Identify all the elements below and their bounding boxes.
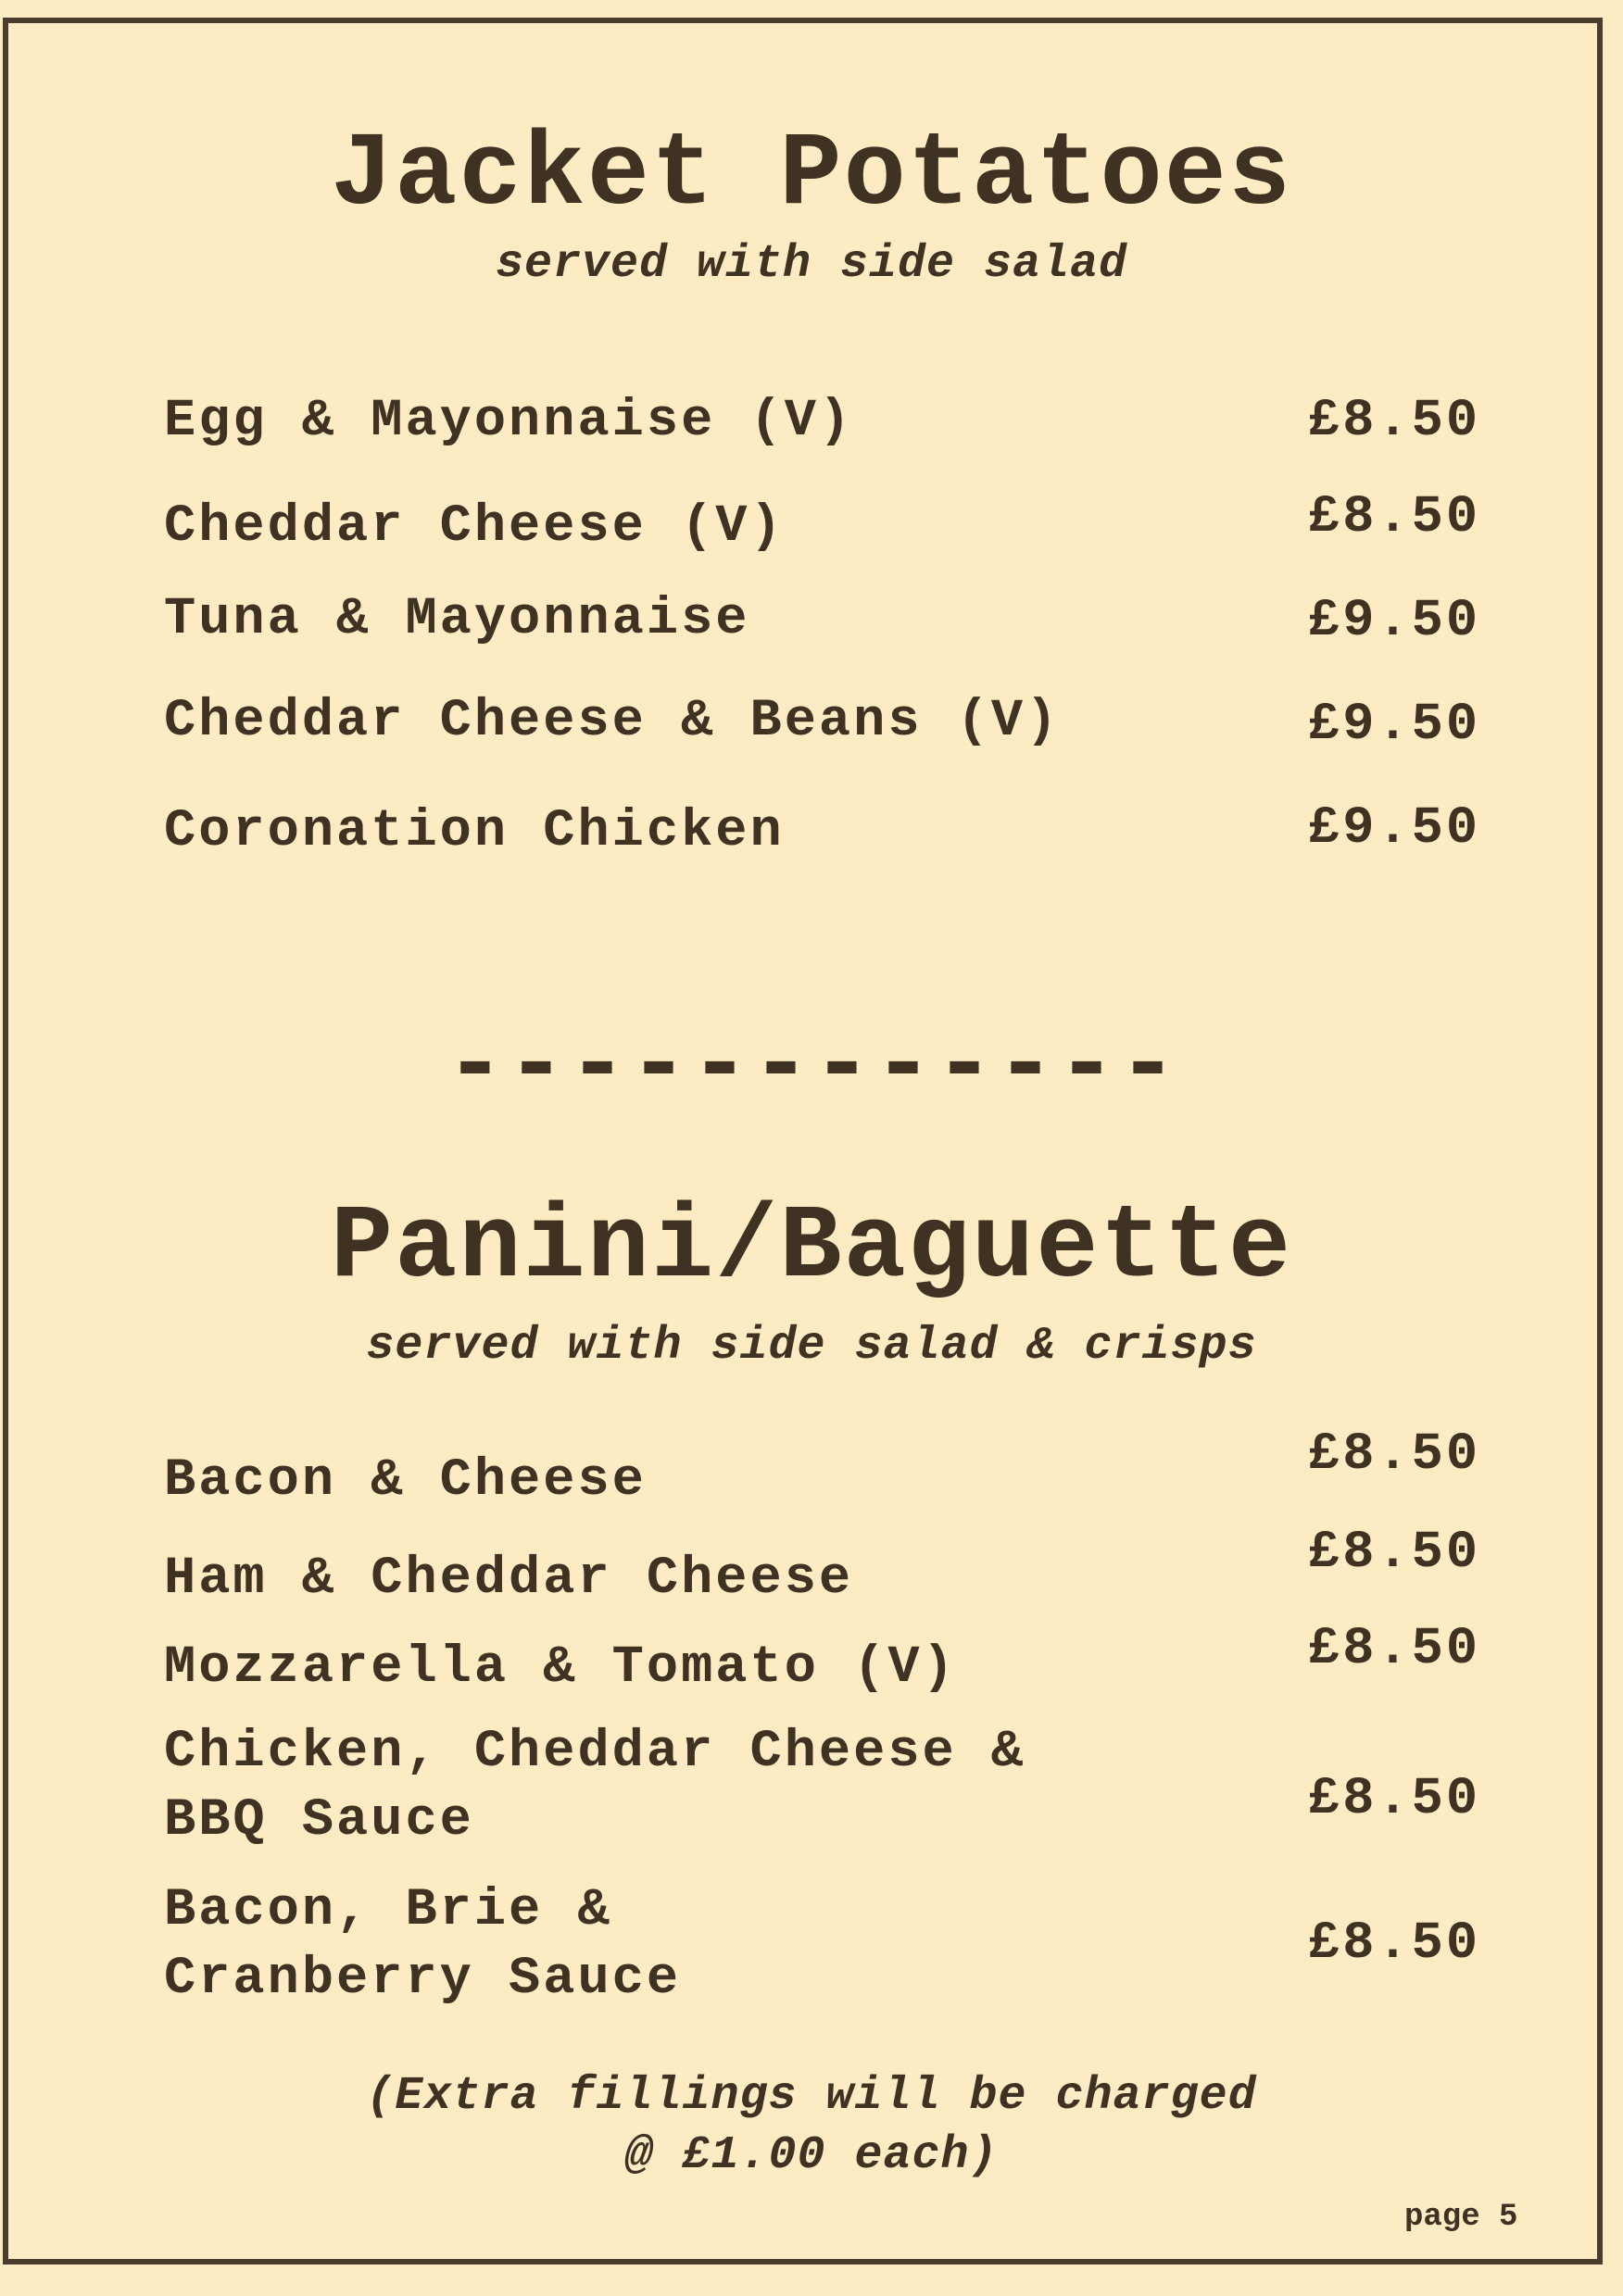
menu-item-name: Bacon & Cheese [164, 1451, 647, 1511]
menu-item-price: £8.50 [1308, 1914, 1481, 1974]
extra-fillings-note: (Extra fillings will be charged @ £1.00 each) [366, 2070, 1257, 2182]
menu-item-price: £9.50 [1308, 592, 1481, 651]
menu-item-name: Cheddar Cheese & Beans (V) [164, 692, 1061, 751]
menu-item-price: £8.50 [1308, 1425, 1481, 1485]
menu-item-name: Mozzarella & Tomato (V) [164, 1638, 957, 1698]
menu-item-price: £8.50 [1308, 488, 1481, 547]
menu-item-name: Coronation Chicken [164, 802, 785, 861]
section-title-jacket-potatoes: Jacket Potatoes [330, 117, 1293, 234]
menu-item-price: £9.50 [1308, 799, 1481, 859]
section-subtitle-jacket-potatoes: served with side salad [495, 238, 1128, 291]
menu-item-price: £8.50 [1308, 1770, 1481, 1829]
menu-item-price: £8.50 [1308, 1620, 1481, 1679]
section-subtitle-panini-baguette: served with side salad & crisps [366, 1320, 1257, 1373]
menu-item-name: Chicken, Cheddar Cheese & BBQ Sauce [164, 1723, 1026, 1851]
menu-item-name: Ham & Cheddar Cheese [164, 1549, 854, 1609]
menu-item-name: Cheddar Cheese (V) [164, 497, 785, 557]
menu-item-name: Egg & Mayonnaise (V) [164, 392, 854, 451]
menu-item-price: £9.50 [1308, 696, 1481, 755]
page-number: page 5 [1404, 2200, 1518, 2235]
menu-item-price: £8.50 [1308, 392, 1481, 451]
section-divider: ------------ [444, 1010, 1179, 1125]
menu-item-price: £8.50 [1308, 1524, 1481, 1583]
menu-item-name: Tuna & Mayonnaise [164, 590, 750, 649]
menu-item-name: Bacon, Brie & Cranberry Sauce [164, 1881, 682, 2009]
section-title-panini-baguette: Panini/Baguette [330, 1189, 1293, 1307]
